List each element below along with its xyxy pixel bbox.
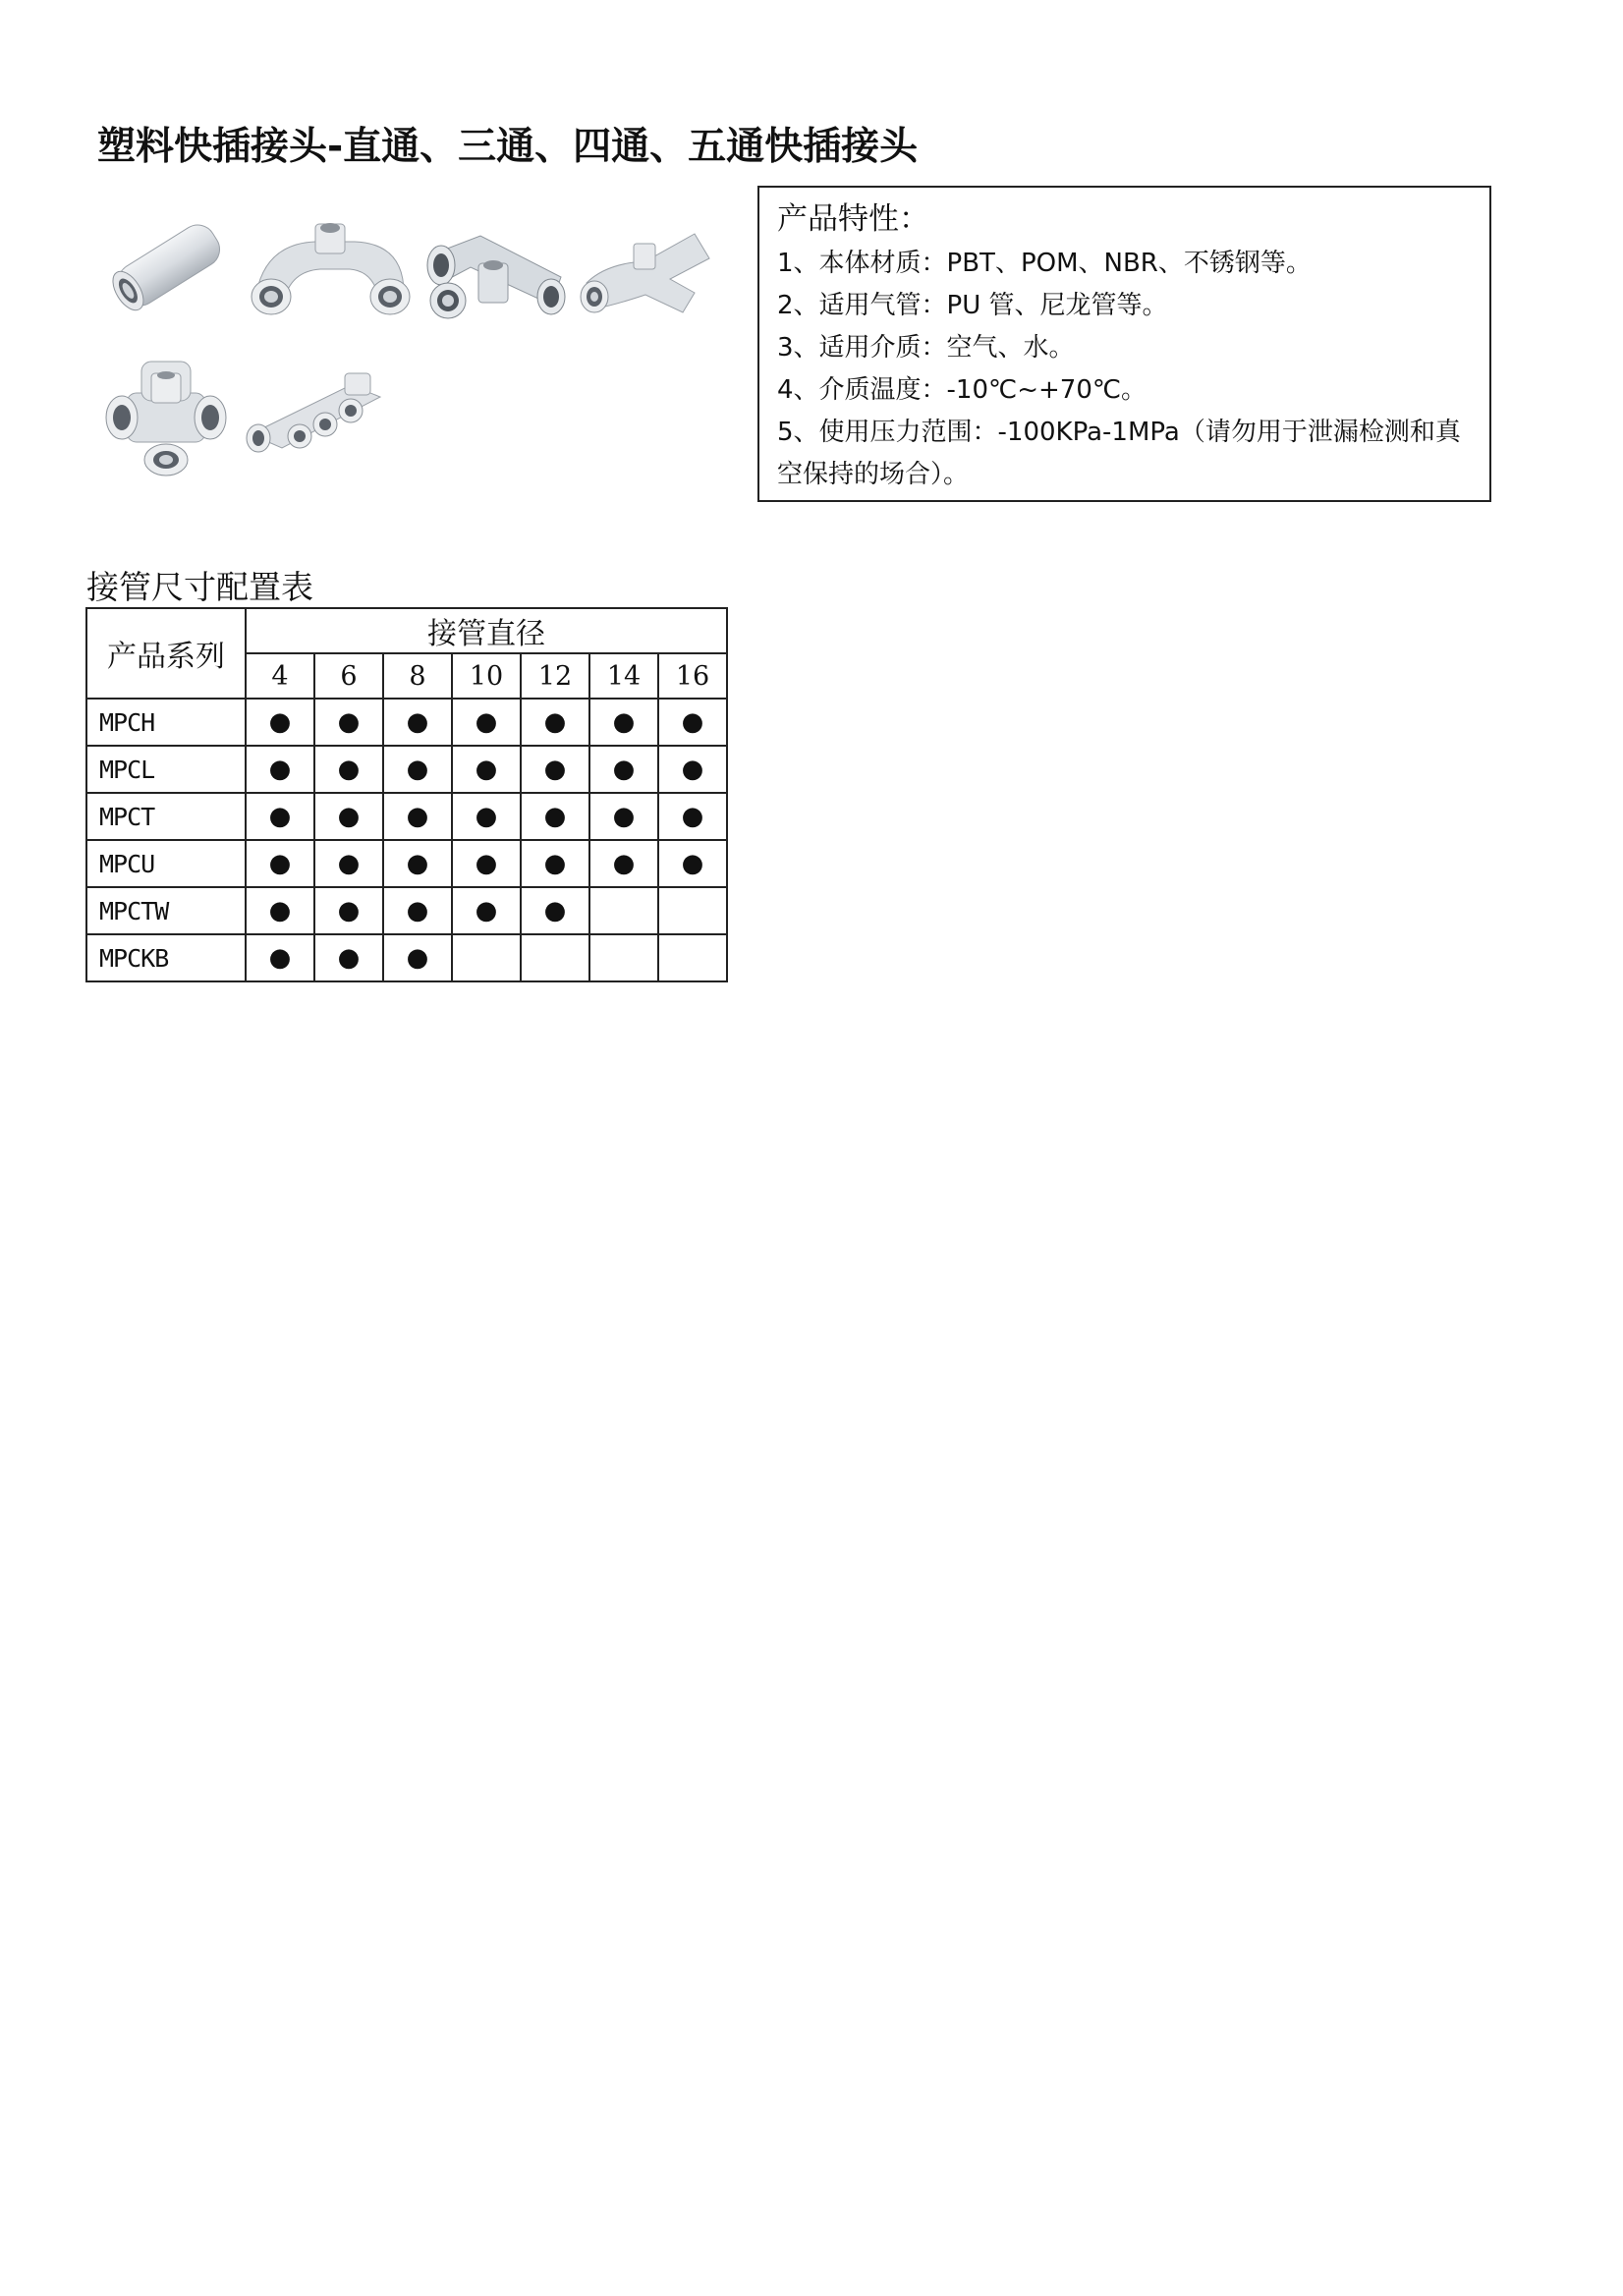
available-dot-cell: ● [521,699,589,746]
available-dot-cell: ● [452,746,521,793]
available-dot-cell: ● [452,699,521,746]
series-cell: MPCU [86,840,246,887]
series-cell: MPCKB [86,934,246,981]
available-dot-cell: ● [246,793,314,840]
series-cell: MPCL [86,746,246,793]
size-configuration-table [85,607,728,982]
available-dot-cell: ● [383,934,452,981]
series-cell: MPCTW [86,887,246,934]
size-header-cell: 4 [246,653,314,699]
available-dot-cell: ● [658,746,727,793]
available-dot-cell: ● [521,887,589,934]
available-dot-cell: ● [383,840,452,887]
size-header-cell: 14 [589,653,658,699]
available-dot-cell: ● [658,793,727,840]
diameter-header: 接管直径 [246,608,727,653]
size-header-cell: 12 [521,653,589,699]
available-dot-cell: ● [658,699,727,746]
empty-cell [658,887,727,934]
table-row [86,746,727,793]
empty-cell [658,934,727,981]
available-dot-cell: ● [589,840,658,887]
available-dot-cell: ● [246,887,314,934]
available-dot-cell: ● [246,699,314,746]
size-header-cell: 8 [383,653,452,699]
feature-line: 5、使用压力范围：-100KPa-1MPa（请勿用于泄漏检测和真空保持的场合）。 [777,418,1461,489]
available-dot-cell: ● [314,887,383,934]
available-dot-cell: ● [314,840,383,887]
available-dot-cell: ● [246,934,314,981]
manifold-fitting-icon [243,365,390,464]
available-dot-cell: ● [383,746,452,793]
cross-union-fitting-icon [97,354,235,481]
available-dot-cell: ● [521,746,589,793]
series-header: 产品系列 [86,608,246,699]
available-dot-cell: ● [314,746,383,793]
available-dot-cell: ● [452,887,521,934]
table-row [86,887,727,934]
table-row [86,840,727,887]
available-dot-cell: ● [383,699,452,746]
table-caption: 接管尺寸配置表 [86,568,313,606]
feature-line: 2、适用气管：PU 管、尼龙管等。 [777,291,1168,320]
feature-line: 3、适用介质：空气、水。 [777,333,1075,363]
feature-line: 1、本体材质：PBT、POM、NBR、不锈钢等。 [777,249,1312,278]
available-dot-cell: ● [383,793,452,840]
available-dot-cell: ● [452,793,521,840]
table-row [86,793,727,840]
page-title: 塑料快插接头-直通、三通、四通、五通快插接头 [97,125,919,169]
available-dot-cell: ● [521,840,589,887]
elbow-union-fitting-icon [247,214,414,322]
product-features-box [757,186,1491,502]
series-cell: MPCH [86,699,246,746]
empty-cell [589,887,658,934]
series-cell: MPCT [86,793,246,840]
straight-union-fitting-icon [105,206,233,324]
table-row [86,934,727,981]
tee-union-fitting-icon [421,206,569,324]
available-dot-cell: ● [658,840,727,887]
available-dot-cell: ● [589,793,658,840]
available-dot-cell: ● [246,746,314,793]
available-dot-cell: ● [521,793,589,840]
available-dot-cell: ● [314,934,383,981]
feature-line: 4、介质温度：-10℃~+70℃。 [777,375,1147,405]
available-dot-cell: ● [589,746,658,793]
available-dot-cell: ● [383,887,452,934]
y-union-fitting-icon [577,214,714,322]
available-dot-cell: ● [589,699,658,746]
empty-cell [521,934,589,981]
available-dot-cell: ● [314,793,383,840]
product-gallery [97,206,726,491]
size-header-cell: 6 [314,653,383,699]
features-title: 产品特性： [777,201,929,237]
table-row [86,699,727,746]
available-dot-cell: ● [314,699,383,746]
size-header-cell: 10 [452,653,521,699]
empty-cell [452,934,521,981]
available-dot-cell: ● [452,840,521,887]
available-dot-cell: ● [246,840,314,887]
size-header-cell: 16 [658,653,727,699]
empty-cell [589,934,658,981]
